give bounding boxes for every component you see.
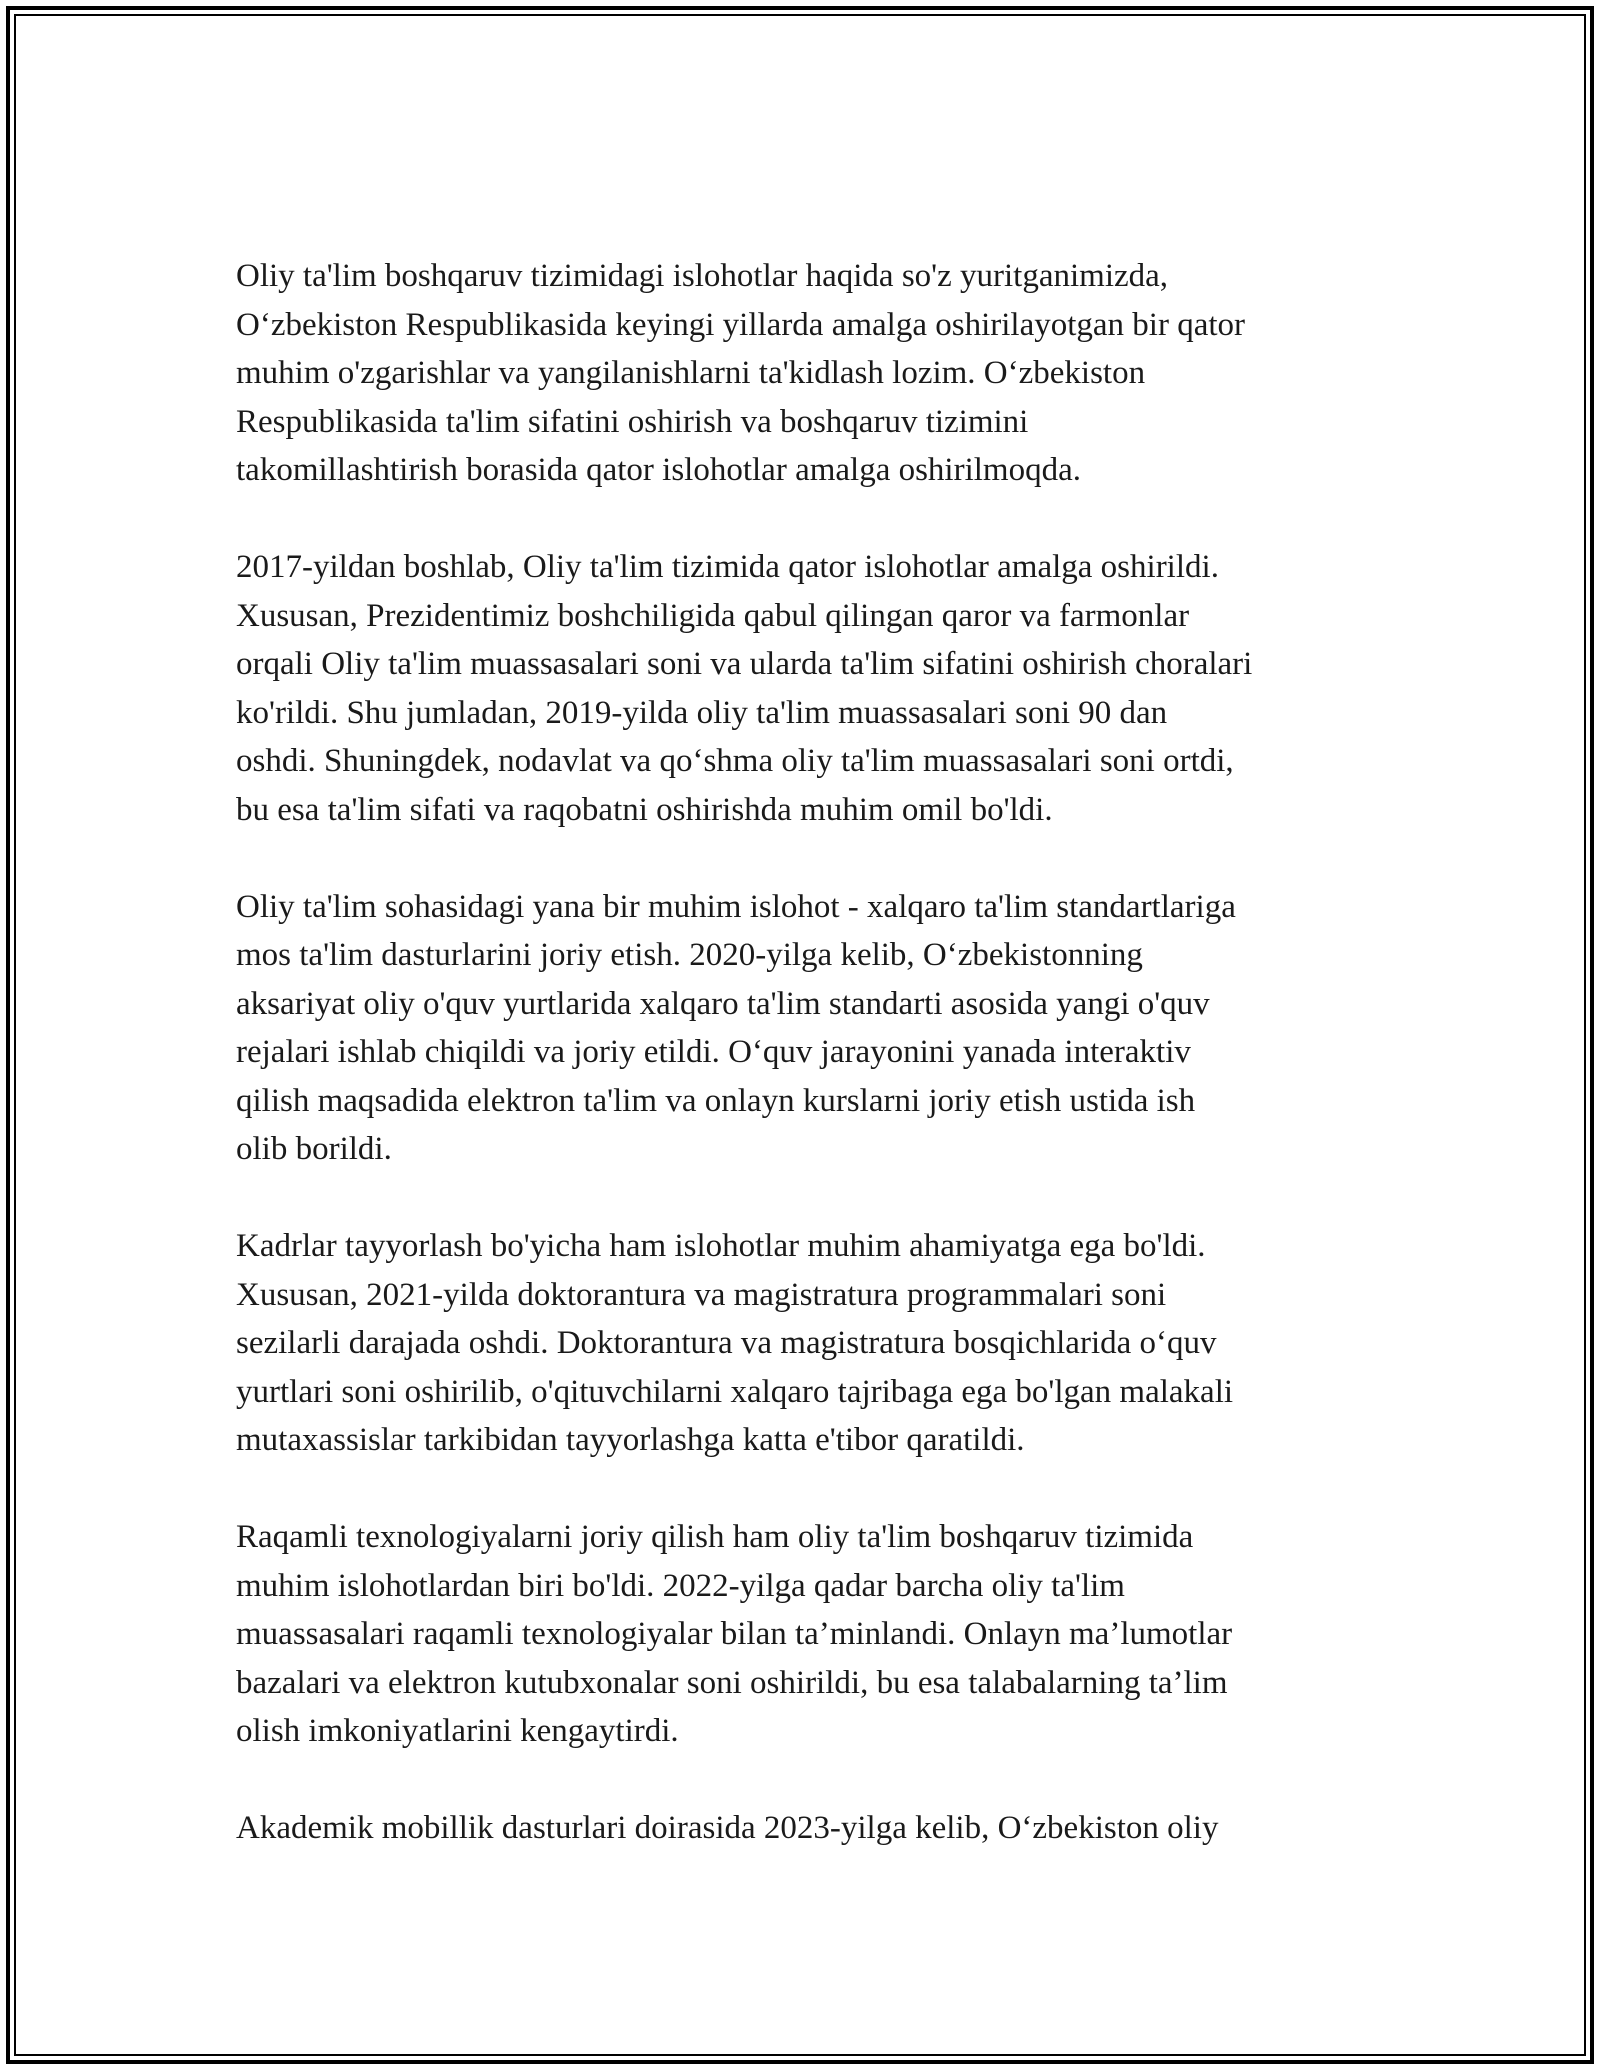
paragraph-6: Akademik mobillik dasturlari doirasida 2023-yilga kelib, O‘zbekiston oliy bbox=[236, 1810, 1219, 1846]
paragraph-2: 2017-yildan boshlab, Oliy ta'lim tizimida qator islohotlar amalga oshirildi. Xususan, Prezidentimiz boshchiligida qabul qilingan qaror va farmonlar orqali Oliy ta'lim muassasalari soni va ularda ta'lim sifatini oshirish choralari ko'rildi. Shu jumladan, 2019-yilda oliy ta'lim muassasalari soni 90 dan oshdi. Shuningdek, nodavlat va qo‘shma oliy ta'lim muassasalari soni ortdi, bu esa ta'lim sifati va raqobatni oshirishda muhim omil bo'ldi. bbox=[236, 549, 1253, 828]
document-body bbox=[236, 252, 1376, 1901]
paragraph-3: Oliy ta'lim sohasidagi yana bir muhim islohot - xalqaro ta'lim standartlariga mos ta'lim dasturlarini joriy etish. 2020-yilga kelib, O‘zbekistonning aksariyat oliy o'quv yurtlarida xalqaro ta'lim standarti asosida yangi o'quv rejalari ishlab chiqildi va joriy etildi. O‘quv jarayonini yanada interaktiv qilish maqsadida elektron ta'lim va onlayn kurslarni joriy etish ustida ish olib borildi. bbox=[236, 888, 1236, 1167]
paragraph-1: Oliy ta'lim boshqaruv tizimidagi islohotlar haqida so'z yuritganimizda, O‘zbekiston Respublikasida keyingi yillarda amalga oshirilayotgan bir qator muhim o'zgarishlar va yangilanishlarni ta'kidlash lozim. O‘zbekiston Respublikasida ta'lim sifatini oshirish va boshqaruv tizimini takomillashtirish borasida qator islohotlar amalga oshirilmoqda. bbox=[236, 258, 1245, 488]
paragraph-4: Kadrlar tayyorlash bo'yicha ham islohotlar muhim ahamiyatga ega bo'ldi. Xususan, 2021-yilda doktorantura va magistratura programmalari soni sezilarli darajada oshdi. Doktorantura va magistratura bosqichlarida o‘quv yurtlari soni oshirilib, o'qituvchilarni xalqaro tajribaga ega bo'lgan malakali mutaxassislar tarkibidan tayyorlashga katta e'tibor qaratildi. bbox=[236, 1228, 1234, 1458]
paragraph-5: Raqamli texnologiyalarni joriy qilish ham oliy ta'lim boshqaruv tizimida muhim islohotlardan biri bo'ldi. 2022-yilga qadar barcha oliy ta'lim muassasalari raqamli texnologiyalar bilan ta’minlandi. Onlayn ma’lumotlar bazalari va elektron kutubxonalar soni oshirildi, bu esa talabalarning ta’lim olish imkoniyatlarini kengaytirdi. bbox=[236, 1519, 1233, 1749]
